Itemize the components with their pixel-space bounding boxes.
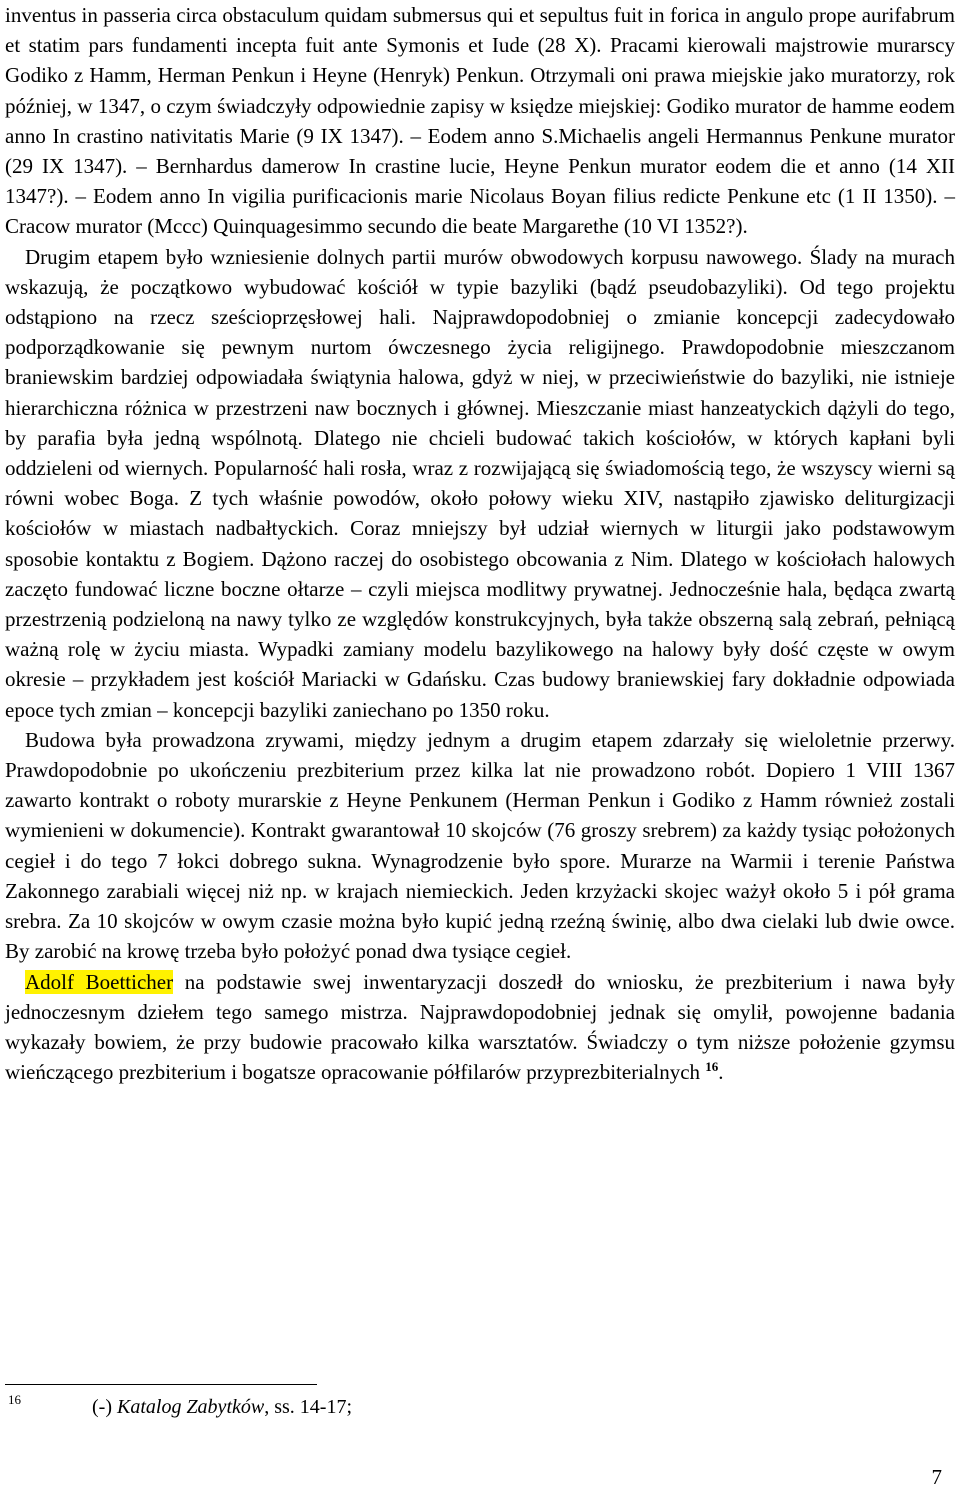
footnote-suffix: , ss. 14-17; (264, 1396, 353, 1418)
footnote-number: 16 (8, 1392, 21, 1407)
paragraph-4-text: na podstawie swej inwentaryzacji doszedł do wniosku, że prezbiterium i nawa były jednoczesnym dziełem tego samego mistrza. Najprawdopodobniej jednak się omylił, powojenne badania wykazały bowiem, że przy budowie pracowało kilka warsztatów. Świadczy o tym niższe położenie gzymsu wieńczącego prezbiterium i bogatsze opracowanie półfilarów przyprezbiterialnych (5, 969, 955, 1085)
highlighted-name: Adolf Boetticher (25, 969, 174, 994)
paragraph-3: Budowa była prowadzona zrywami, między jednym a drugim etapem zdarzały się wieloletnie przerwy. Prawdopodobnie po ukończeniu prezbiterium przez kilka lat nie prowadzono robót. Dopiero 1 VIII 1367 zawarto kontrakt o roboty murarskie z Heyne Penkunem (Herman Penkun i Godiko z Hamm również zostali wymienieni w dokumencie). Kontrakt gwarantował 10 skojców (76 groszy srebrem) za każdy tysiąc położonych cegieł i do tego 7 łokci dobrego sukna. Wynagrodzenie było spore. Murarze na Warmii i terenie Państwa Zakonnego zarabiali więcej niż np. w krajach niemieckich. Jeden krzyżacki skojec ważył około 5 i pół grama srebra. Za 10 skojców w owym czasie można było kupić jedną rzeźną świnię, albo dwa cielaki lub dwie owce. By zarobić na krowę trzeba było położyć ponad dwa tysiące cegieł. (5, 727, 955, 964)
paragraph-4 (5, 967, 955, 1088)
page-number: 7 (931, 1465, 942, 1489)
paragraph-2: Drugim etapem było wzniesienie dolnych partii murów obwodowych korpusu nawowego. Ślady na murach wskazują, że początkowo wybudować kościół w typie bazyliki (bądź pseudobazyliki). Od tego projektu odstąpiono na rzecz sześcioprzęsłowej hali. Najprawdopodobniej o zmianie koncepcji zadecydowało podporządkowanie się pewnym nurtom ówczesnego życia religijnego. Prawdopodobnie mieszczanom braniewskim bardziej odpowiadała świątynia halowa, gdyż w niej, w przeciwieństwie do bazyliki, nie istnieje hierarchiczna różnica w przestrzeni naw bocznych i głównej. Mieszczanie miast hanzeatyckich dążyli do tego, by parafia była jedną wspólnotą. Dlatego nie chcieli budować takich kościołów, w których kapłani byli oddzieleni od wiernych. Popularność hali rosła, wraz z rozwijającą się świadomością tego, że wszyscy wierni są równi wobec Boga. Z tych właśnie powodów, około połowy wieku XIV, nastąpiło zjawisko deliturgizacji kościołów w miastach nadbałtyckich. Coraz mniejszy był udział wiernych w liturgii jako podstawowym sposobie kontaktu z Bogiem. Dążono raczej do osobistego obcowania z Nim. Dlatego w kościołach halowych zaczęto fundować liczne boczne ołtarze – czyli miejsca modlitwy prywatnej. Jednocześnie hala, będąca zwartą przestrzenią podzieloną na nawy tylko ze względów konstrukcyjnych, była także obszerną salą zebrań, pełniącą ważną rolę w życiu miasta. Wypadki zamiany modelu bazylikowego na halowy były dość częste w owym okresie – przykładem jest kościół Mariacki w Gdańsku. Czas budowy braniewskiej fary dokładnie odpowiada epoce tych zmian – koncepcji bazyliki zaniechano po 1350 roku. (5, 244, 955, 722)
footnote-prefix: (-) (92, 1396, 117, 1418)
footnote-reference[interactable]: 16 (705, 1059, 719, 1075)
footnote-separator (5, 1384, 317, 1385)
paragraph-4-end: . (718, 1060, 724, 1085)
paragraph-1: inventus in passeria circa obstaculum quidam submersus qui et sepultus fuit in forica in angulo prope aurifabrum et statim pars fundamenti incepta fuit ante Symonis et Iude (28 X). Pracami kierowali majstrowie murarscy Godiko z Hamm, Herman Penkun i Heyne (Henryk) Penkun. Otrzymali oni prawa miejskie jako muratorzy, rok później, w 1347, o czym świadczyły odpowiednie zapisy w księdze miejskiej: Godiko murator de hamme eodem anno In crastino nativitatis Marie (9 IX 1347). – Eodem anno S.Michaelis angeli Hermannus Penkune murator (29 IX 1347). – Bernhardus damerow In crastine lucie, Heyne Penkun murator eodem die et anno (14 XII 1347?). – Eodem anno In vigilia purificacionis marie Nicolaus Boyan filius redicte Penkune etc (1 II 1350). – Cracow murator (Mccc) Quinquagesimmo secundo die beate Margarethe (10 VI 1352?). (5, 3, 955, 239)
footnote-text (92, 1396, 352, 1419)
document-body (5, 0, 955, 1087)
footnote-title: Katalog Zabytków (116, 1396, 265, 1418)
